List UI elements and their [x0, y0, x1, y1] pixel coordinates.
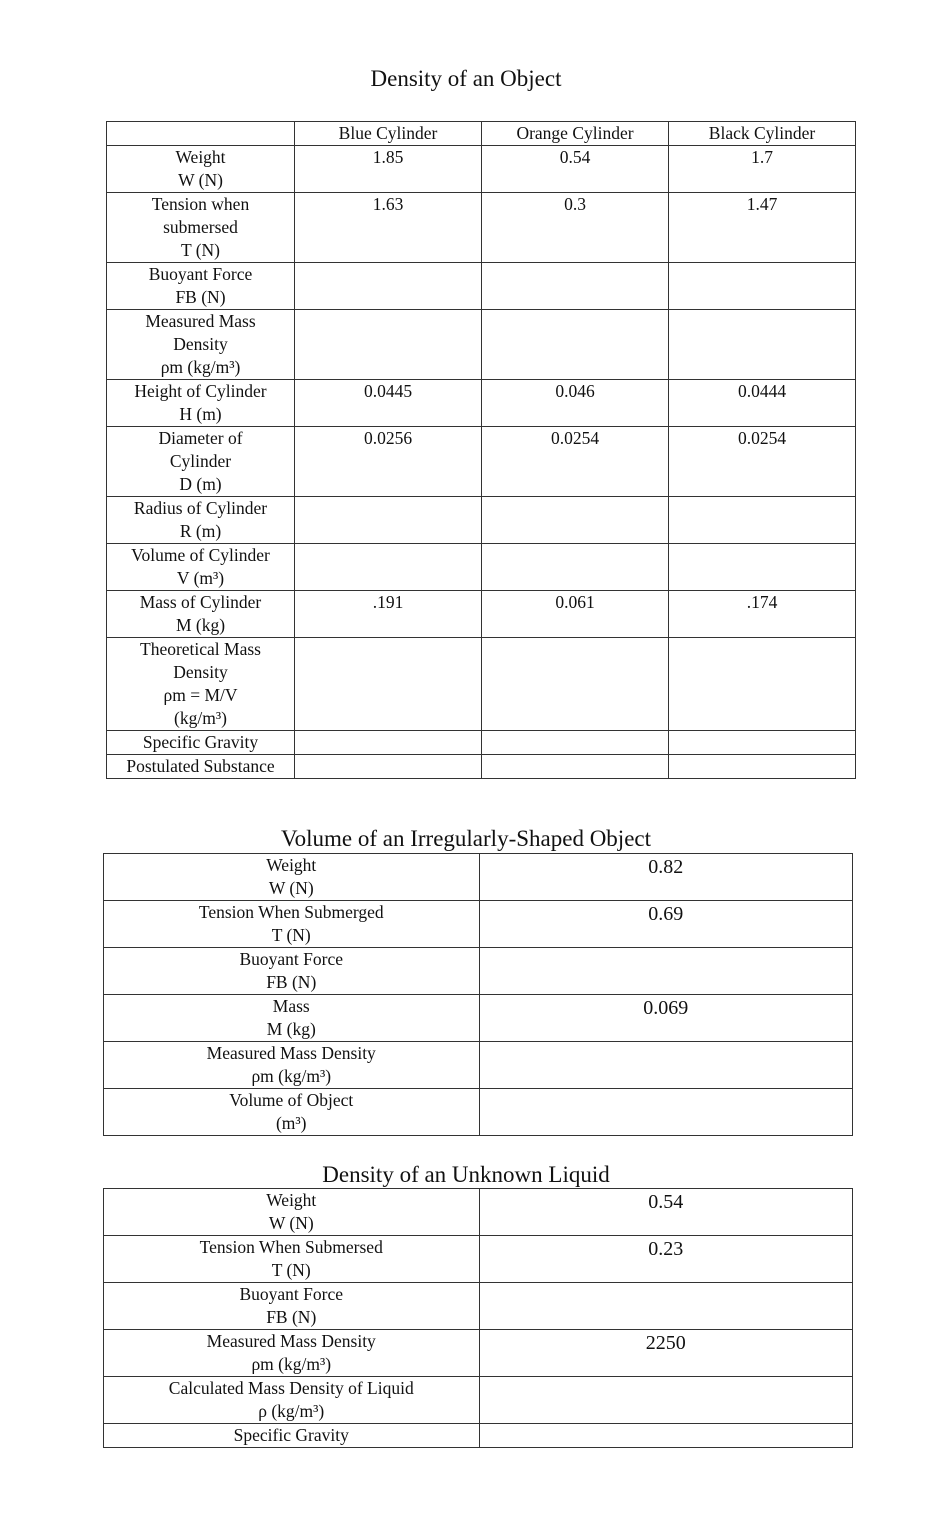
section1-title: Density of an Object: [370, 66, 562, 91]
table-cell: [479, 948, 853, 995]
row-label-line: M (kg): [266, 1019, 316, 1039]
table-cell: [295, 731, 482, 755]
row-label: [104, 1330, 480, 1377]
table-cell: 0.54: [479, 1189, 853, 1236]
column-header: Blue Cylinder: [295, 122, 482, 146]
row-label-line: FB (N): [266, 1307, 317, 1327]
row-label: [104, 1089, 480, 1136]
table-header-row: [107, 122, 856, 146]
table-row: [104, 854, 853, 901]
table-cell: [482, 638, 669, 731]
table-cell: [482, 731, 669, 755]
row-label-line: Tension When Submersed: [199, 1237, 383, 1257]
row-label: [104, 1377, 480, 1424]
row-label-line: Weight: [266, 1190, 317, 1210]
table-row: [104, 1283, 853, 1330]
row-label: [104, 1189, 480, 1236]
row-label-line: ρm = M/V: [163, 685, 238, 705]
table-row: [104, 1236, 853, 1283]
table-row: [107, 591, 856, 638]
row-label-line: Weight: [266, 855, 317, 875]
row-label-line: (kg/m³): [174, 708, 227, 728]
row-label: [107, 591, 295, 638]
row-label-line: (m³): [275, 1113, 307, 1133]
row-label: [104, 1283, 480, 1330]
table-row: [104, 1189, 853, 1236]
row-label-line: W (N): [178, 170, 223, 190]
row-label-line: Theoretical Mass: [140, 639, 261, 659]
table-row: [107, 731, 856, 755]
table-cell: 0.3: [482, 193, 669, 263]
row-label-line: Measured Mass: [145, 311, 256, 331]
row-label-line: Postulated Substance: [126, 756, 275, 776]
table-cell: 1.85: [295, 146, 482, 193]
table-cell: [669, 310, 856, 380]
table-cell: [669, 544, 856, 591]
table-cell: [295, 497, 482, 544]
table-row: [107, 427, 856, 497]
table-cell: 0.0256: [295, 427, 482, 497]
row-label-line: ρm (kg/m³): [160, 357, 241, 377]
table-row: [104, 948, 853, 995]
table-cell: [669, 755, 856, 779]
row-label-line: Volume of Object: [229, 1090, 354, 1110]
row-label: [104, 901, 480, 948]
table-cell: .174: [669, 591, 856, 638]
table-cell: [479, 1377, 853, 1424]
table-cell: .191: [295, 591, 482, 638]
table-cell: [479, 1089, 853, 1136]
row-label-line: Volume of Cylinder: [131, 545, 270, 565]
row-label: [107, 380, 295, 427]
table-cell: 0.23: [479, 1236, 853, 1283]
table-cell: 0.82: [479, 854, 853, 901]
table-row: [104, 995, 853, 1042]
table-cell: [482, 755, 669, 779]
row-label: [104, 1236, 480, 1283]
table-cell: 0.0444: [669, 380, 856, 427]
table-row: [104, 1042, 853, 1089]
table-cell: [669, 497, 856, 544]
table-row: [107, 193, 856, 263]
row-label-line: Mass of Cylinder: [139, 592, 262, 612]
table-row: [107, 755, 856, 779]
row-label: [107, 731, 295, 755]
row-label-line: W (N): [268, 1213, 314, 1233]
row-label-line: T (N): [271, 925, 311, 945]
table-row: [104, 1377, 853, 1424]
table-cell: [479, 1283, 853, 1330]
row-label-line: Buoyant Force: [148, 264, 253, 284]
table-cell: 0.54: [482, 146, 669, 193]
row-label-line: Density: [173, 334, 228, 354]
row-label-line: submersed: [163, 217, 238, 237]
table-row: [107, 146, 856, 193]
row-label-line: Mass: [272, 996, 310, 1016]
table-row: [107, 497, 856, 544]
row-label: [104, 1042, 480, 1089]
table-cell: [669, 638, 856, 731]
section3-title: Density of an Unknown Liquid: [322, 1162, 610, 1187]
row-label-line: D (m): [179, 474, 222, 494]
row-label-line: W (N): [268, 878, 314, 898]
table-row: [107, 544, 856, 591]
table-cell: [479, 1424, 853, 1448]
row-label-line: Diameter of: [158, 428, 243, 448]
table-cell: 0.0254: [669, 427, 856, 497]
row-label-line: Measured Mass Density: [206, 1043, 376, 1063]
table-cell: [482, 544, 669, 591]
row-label-line: Weight: [175, 147, 226, 167]
row-label: [107, 755, 295, 779]
row-label-line: Height of Cylinder: [134, 381, 267, 401]
unknown-liquid-table: [103, 1188, 853, 1448]
row-label: [107, 544, 295, 591]
row-label: [107, 638, 295, 731]
table-cell: [669, 263, 856, 310]
table-cell: 0.061: [482, 591, 669, 638]
density-object-table: [106, 121, 856, 779]
column-header: Black Cylinder: [669, 122, 856, 146]
row-label-line: Buoyant Force: [239, 1284, 344, 1304]
table-cell: 0.0445: [295, 380, 482, 427]
row-label: [104, 854, 480, 901]
row-label-line: FB (N): [175, 287, 226, 307]
table-cell: [479, 1042, 853, 1089]
row-label-line: Specific Gravity: [233, 1425, 349, 1445]
section2-title: Volume of an Irregularly-Shaped Object: [280, 826, 651, 851]
row-label-line: T (N): [271, 1260, 311, 1280]
row-label-line: H (m): [179, 404, 222, 424]
table-cell: [482, 310, 669, 380]
row-label-line: Calculated Mass Density of Liquid: [168, 1378, 414, 1398]
row-label: [104, 1424, 480, 1448]
row-label: [104, 995, 480, 1042]
row-label: [104, 948, 480, 995]
row-label-line: Measured Mass Density: [206, 1331, 376, 1351]
table-row: [104, 901, 853, 948]
table-cell: [482, 263, 669, 310]
row-label: [107, 427, 295, 497]
row-label-line: ρm (kg/m³): [251, 1066, 332, 1086]
row-label-line: Density: [173, 662, 228, 682]
irregular-object-table: [103, 853, 853, 1136]
row-label-line: FB (N): [266, 972, 317, 992]
table-cell: 2250: [479, 1330, 853, 1377]
row-label-line: ρm (kg/m³): [251, 1354, 332, 1374]
table-cell: [669, 731, 856, 755]
row-label: [107, 310, 295, 380]
row-label: [107, 193, 295, 263]
header-blank-cell: [107, 122, 295, 146]
row-label: [107, 497, 295, 544]
row-label-line: Buoyant Force: [239, 949, 344, 969]
row-label: [107, 146, 295, 193]
table-cell: 0.069: [479, 995, 853, 1042]
table-row: [107, 380, 856, 427]
row-label-line: T (N): [180, 240, 221, 260]
table-cell: [295, 263, 482, 310]
table-row: [107, 310, 856, 380]
row-label-line: Cylinder: [169, 451, 232, 471]
row-label-line: ρ (kg/m³): [258, 1401, 325, 1421]
table-cell: 0.0254: [482, 427, 669, 497]
table-cell: [482, 497, 669, 544]
table-cell: 1.7: [669, 146, 856, 193]
table-row: [104, 1089, 853, 1136]
table-row: [104, 1424, 853, 1448]
table-cell: [295, 544, 482, 591]
table-cell: [295, 638, 482, 731]
table-row: [107, 263, 856, 310]
table-cell: 1.47: [669, 193, 856, 263]
row-label-line: V (m³): [176, 568, 225, 588]
table-cell: [295, 310, 482, 380]
table-cell: 1.63: [295, 193, 482, 263]
table-cell: [295, 755, 482, 779]
table-row: [107, 638, 856, 731]
row-label-line: Tension when: [151, 194, 250, 214]
row-label-line: Tension When Submerged: [198, 902, 384, 922]
table-row: [104, 1330, 853, 1377]
table-cell: 0.69: [479, 901, 853, 948]
row-label-line: R (m): [179, 521, 222, 541]
row-label-line: Radius of Cylinder: [133, 498, 268, 518]
column-header: Orange Cylinder: [482, 122, 669, 146]
row-label: [107, 263, 295, 310]
row-label-line: M (kg): [175, 615, 226, 635]
row-label-line: Specific Gravity: [142, 732, 259, 752]
table-cell: 0.046: [482, 380, 669, 427]
